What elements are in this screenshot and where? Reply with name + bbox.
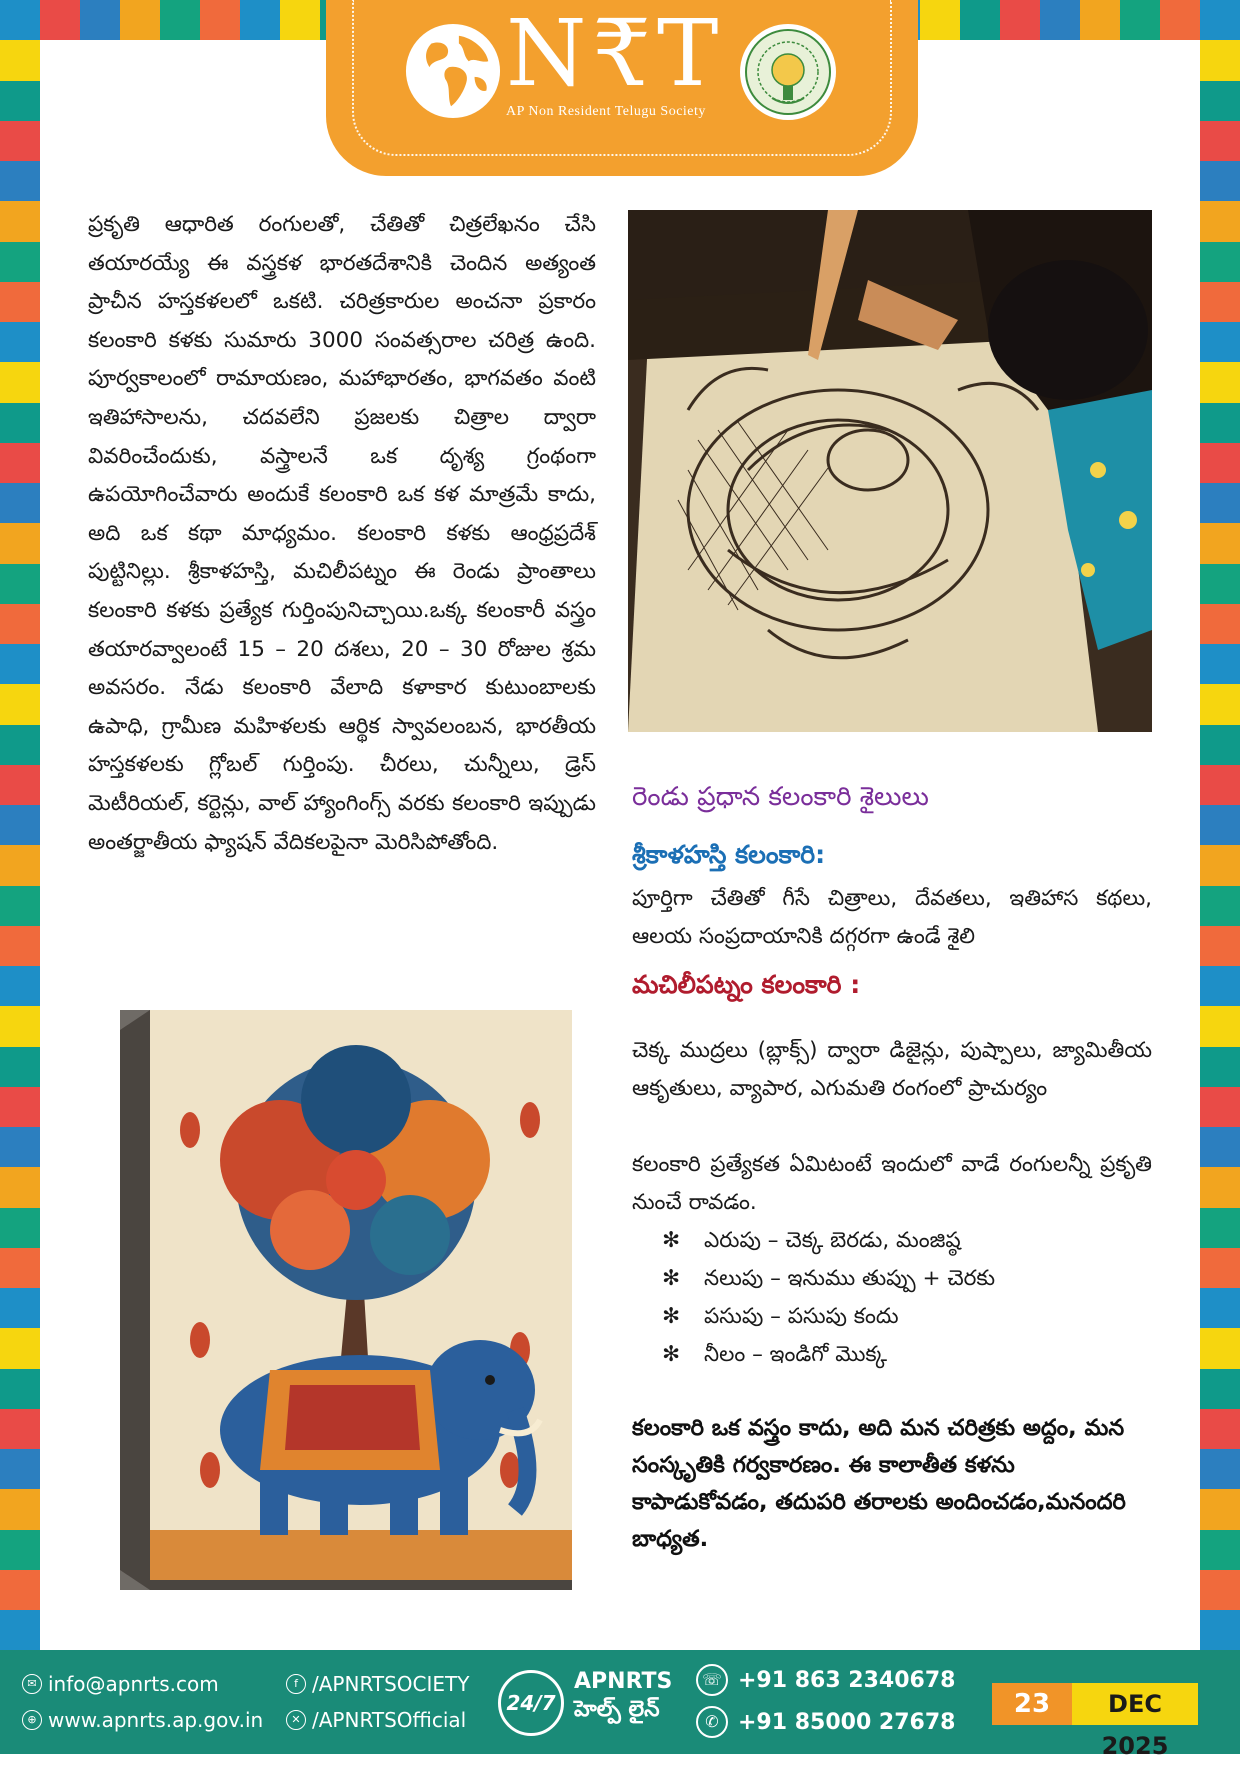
issue-date: DEC 2025 — [1072, 1683, 1198, 1725]
footer-facebook[interactable]: f /APNRTSOCIETY — [286, 1672, 469, 1696]
right-color-stripe — [1200, 0, 1240, 1650]
footer-email[interactable]: ✉ info@apnrts.com — [22, 1672, 219, 1696]
globe-icon: ⊕ — [22, 1710, 42, 1730]
machilipatnam-style-title: మచిలీపట్నం కలంకారి : — [632, 970, 861, 999]
asterisk-bullet-icon: ✻ — [662, 1342, 681, 1367]
machilipatnam-style-description: చెక్క ముద్రలు (బ్లాక్స్) ద్వారా డిజైన్లు, పుష్పాలు, జ్యామితీయ ఆకృతులు, వ్యాపార, ఎగుమతి రంగంలో ప్రాచుర్యం — [632, 1038, 1152, 1101]
list-item: ✻ నలుపు – ఇనుము తుప్పు + చెరకు — [662, 1260, 995, 1298]
section-heading: రెండు ప్రధాన కలంకారి శైలులు — [632, 782, 929, 812]
kalamkari-elephant-painting — [120, 1010, 572, 1590]
facebook-icon: f — [286, 1674, 306, 1694]
footer-bar — [0, 1650, 1240, 1760]
natural-dyes-note: కలంకారి ప్రత్యేకత ఏమిటంటే ఇందులో వాడే రంగులన్నీ ప్రకృతి నుంచే రావడం. — [632, 1152, 1152, 1215]
footer-twitter[interactable]: ✕ /APNRTSOfficial — [286, 1708, 466, 1732]
whatsapp-icon: ✆ — [696, 1706, 728, 1738]
header-banner — [326, 0, 918, 176]
asterisk-bullet-icon: ✻ — [662, 1228, 681, 1253]
footer-website[interactable]: ⊕ www.apnrts.ap.gov.in — [22, 1708, 263, 1732]
email-icon: ✉ — [22, 1674, 42, 1694]
helpline-24-7-icon: 24/7 — [498, 1670, 564, 1736]
srikalahasti-style-description: పూర్తిగా చేతితో గీసే చిత్రాలు, దేవతలు, ఇతిహాస కథలు, ఆలయ సంప్రదాయానికి దగ్గరగా ఉండే శైలి — [632, 886, 1152, 949]
natural-dye-list — [662, 1222, 995, 1374]
issue-number: 23 — [992, 1683, 1072, 1725]
list-item: ✻ పసుపు – పసుపు కందు — [662, 1298, 995, 1336]
asterisk-bullet-icon: ✻ — [662, 1304, 681, 1329]
list-item: ✻ ఎరుపు – చెక్క బెరడు, మంజిష్ఠ — [662, 1222, 995, 1260]
phone-number-1[interactable]: ☏ +91 863 2340678 — [696, 1664, 955, 1696]
closing-statement: కలంకారి ఒక వస్త్రం కాదు, అది మన చరిత్రకు అద్దం, మన సంస్కృతికి గర్వకారణం. ఈ కాలాతీత కళను కాపాడుకోవడం, తదుపరి తరాలకు అందించడం,మనందరి బాధ్యత. — [632, 1415, 1126, 1552]
kalamkari-artisan-photo — [628, 210, 1152, 732]
nrt-logo-text: N₹T — [506, 0, 725, 107]
asterisk-bullet-icon: ✻ — [662, 1266, 681, 1291]
globe-icon — [404, 22, 502, 120]
phone-number-2[interactable]: ✆ +91 85000 27678 — [696, 1706, 955, 1738]
srikalahasti-style-title: శ్రీకాళహస్తి కలంకారి: — [632, 840, 826, 869]
left-color-stripe — [0, 0, 40, 1650]
helpline-label: APNRTS హెల్ప్ లైన్ — [574, 1669, 673, 1722]
x-twitter-icon: ✕ — [286, 1710, 306, 1730]
phone-icon: ☏ — [696, 1664, 728, 1696]
list-item: ✻ నీలం – ఇండిగో మొక్క — [662, 1336, 995, 1374]
intro-paragraph: ప్రకృతి ఆధారిత రంగులతో, చేతితో చిత్రలేఖనం చేసి తయారయ్యే ఈ వస్త్రకళ భారతదేశానికి చెందిన అత్యంత ప్రాచీన హస్తకళలలో ఒకటి. చరిత్రకారుల అంచనా ప్రకారం కలంకారి కళకు సుమారు 3000 సంవత్సరాల చరిత్ర ఉంది. పూర్వకాలంలో రామాయణం, మహాభారతం, భాగవతం వంటి ఇతిహాసాలను, చదవలేని ప్రజలకు చిత్రాల ద్వారా వివరించేందుకు, వస్త్రాలనే ఒక దృశ్య గ్రంథంగా ఉపయోగించేవారు అందుకే కలంకారి ఒక కళ మాత్రమే కాదు, అది ఒక కథా మాధ్యమం. కలంకారి కళకు ఆంధ్రప్రదేశ్ పుట్టినిల్లు. శ్రీకాళహస్తి, మచిలీపట్నం ఈ రెండు ప్రాంతాలు కలంకారి కళకు ప్రత్యేక గుర్తింపునిచ్చాయి.ఒక్క కలంకారీ వస్త్రం తయారవ్వాలంటే 15 – 20 దశలు, 20 – 30 రోజుల శ్రమ అవసరం. నేడు కలంకారి వేలాది కళాకార కుటుంబాలకు ఉపాధి, గ్రామీణ మహిళలకు ఆర్థిక స్వావలంబన, భారతీయ హస్తకళలకు గ్లోబల్ గుర్తింపు. చీరలు, చున్నీలు, డ్రెస్ మెటీరియల్, కర్టెన్లు, వాల్ హ్యాంగింగ్స్ వరకు కలంకారి ఇప్పుడు అంతర్జాతీయ ఫ్యాషన్ వేదికలపైనా మెరిసిపోతోంది. — [88, 212, 596, 855]
nrt-logo-subtitle: AP Non Resident Telugu Society — [506, 104, 706, 119]
andhra-pradesh-emblem-icon — [738, 22, 838, 122]
